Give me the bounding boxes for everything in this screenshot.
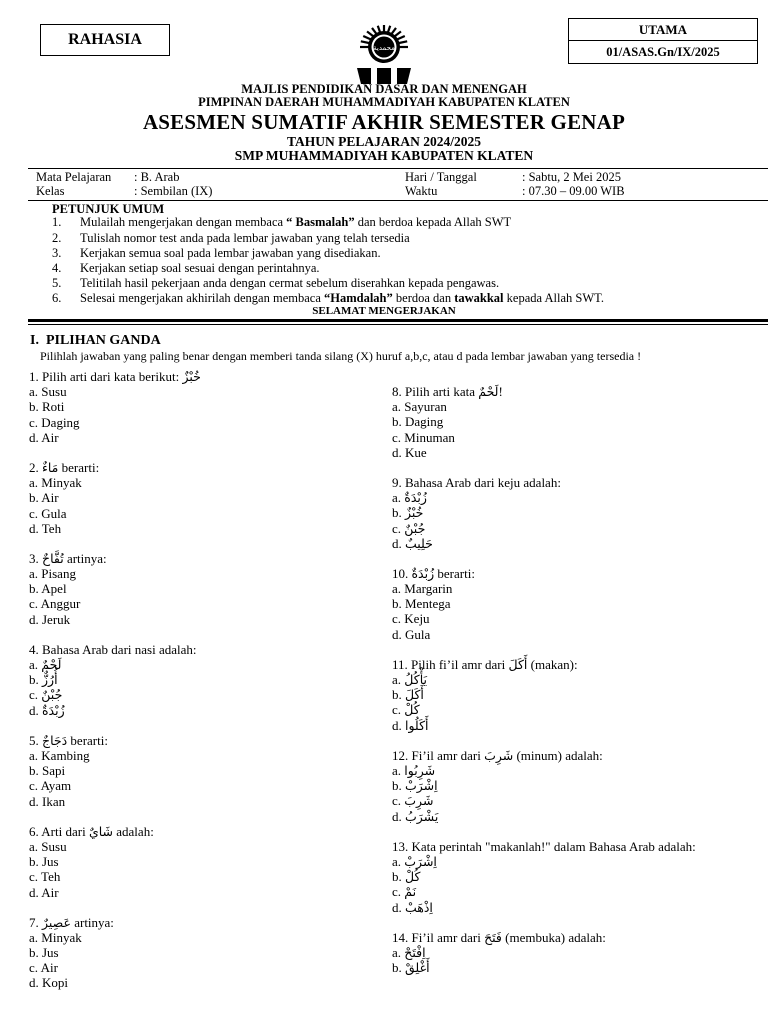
question-item xyxy=(29,460,379,536)
divider xyxy=(28,324,768,325)
question-stem: 6. Arti dari شَايٌ adalah: xyxy=(29,823,154,839)
answer-option: d. اِذْهَبْ xyxy=(392,899,433,915)
answer-option: d. Air xyxy=(29,884,59,900)
answer-option: b. اِشْرَبْ xyxy=(392,778,438,794)
answer-option: b. Jus xyxy=(29,945,59,961)
date-label: Hari / Tanggal xyxy=(405,170,477,184)
instructions-title: PETUNJUK UMUM xyxy=(52,202,165,216)
class-label: Kelas xyxy=(36,184,65,198)
regional-board-name: PIMPINAN DAERAH MUHAMMADIYAH KABUPATEN KLATEN xyxy=(198,95,570,109)
divider xyxy=(28,168,768,169)
answer-option: a. Margarin xyxy=(392,581,453,597)
time-label: Waktu xyxy=(405,184,438,198)
question-item xyxy=(392,475,742,551)
answer-option: a. شَرِبُوا xyxy=(392,763,436,779)
questions-left-column xyxy=(29,369,379,1006)
question-item xyxy=(392,566,742,642)
answer-option: d. Kopi xyxy=(29,975,68,991)
question-stem: 3. تُفَّاحٌ artinya: xyxy=(29,550,107,566)
question-stem: 11. Pilih fi’il amr dari أَكَلَ (makan): xyxy=(392,656,578,672)
question-item xyxy=(29,551,379,627)
answer-option: c. جُبْنٌ xyxy=(29,687,63,703)
instruction-item: 3. Kerjakan semua soal pada lembar jawaban yang disediakan. xyxy=(52,246,381,260)
answer-option: a. Minyak xyxy=(29,929,82,945)
question-item xyxy=(392,384,742,460)
question-stem: 14. Fi’il amr dari فَتَحَ (membuka) adalah: xyxy=(392,929,606,945)
question-item xyxy=(29,824,379,900)
answer-option: a. Susu xyxy=(29,838,67,854)
answer-option: a. Pisang xyxy=(29,566,76,582)
question-item xyxy=(29,733,379,809)
academic-year: TAHUN PELAJARAN 2024/2025 xyxy=(286,134,481,149)
class-value: : Sembilan (IX) xyxy=(134,184,213,198)
answer-option: c. Anggur xyxy=(29,596,81,612)
questions-right-column xyxy=(392,384,742,990)
answer-option: b. Apel xyxy=(29,581,67,597)
answer-option: c. نَمْ xyxy=(392,884,417,900)
answer-option: b. Jus xyxy=(29,854,59,870)
school-name: SMP MUHAMMADIYAH KABUPATEN KLATEN xyxy=(234,148,534,163)
divider xyxy=(28,319,768,322)
instruction-item: 5. Telitilah hasil pekerjaan anda dengan cermat sebelum diserahkan kepada pengawas. xyxy=(52,276,500,290)
answer-option: a. Minyak xyxy=(29,475,82,491)
subject-value: : B. Arab xyxy=(134,170,180,184)
answer-option: b. خُبْزٌ xyxy=(392,505,424,521)
svg-text:محمدية: محمدية xyxy=(373,44,395,52)
question-stem: 10. زُبْدَةٌ berarti: xyxy=(392,565,475,581)
question-item xyxy=(392,657,742,733)
answer-option: a. Kambing xyxy=(29,748,90,764)
question-stem: 8. Pilih arti kata لَحْمٌ! xyxy=(392,384,503,399)
question-stem: 2. مَاءٌ berarti: xyxy=(29,459,100,475)
section-description: Pilihlah jawaban yang paling benar dengan memberi tanda silang (X) huruf a,b,c, atau d pada lembar jawaban yang tersedia ! xyxy=(40,349,642,363)
section-title: I. PILIHAN GANDA xyxy=(30,333,161,348)
date-value: : Sabtu, 2 Mei 2025 xyxy=(522,170,621,184)
instruction-item: 4. Kerjakan setiap soal sesuai dengan perintahnya. xyxy=(52,261,320,275)
answer-option: d. زُبْدَةٌ xyxy=(29,702,65,718)
question-item xyxy=(29,915,379,991)
answer-option: d. Gula xyxy=(392,626,431,642)
document-code: 01/ASAS.Gn/IX/2025 xyxy=(568,40,758,64)
answer-option: b. أُرُزٌّ xyxy=(29,672,58,688)
answer-option: c. Daging xyxy=(29,414,80,430)
time-value: : 07.30 – 09.00 WIB xyxy=(522,184,625,198)
answer-option: c. Teh xyxy=(29,869,61,885)
question-stem: 5. دَجَاجٌ berarti: xyxy=(29,732,108,748)
answer-option: d. Ikan xyxy=(29,793,66,809)
answer-option: d. أَكَلُوا xyxy=(392,717,429,733)
answer-option: b. Roti xyxy=(29,399,65,415)
answer-option: a. لَحْمٌ xyxy=(29,657,62,673)
question-stem: 13. Kata perintah "makanlah!" dalam Bahasa Arab adalah: xyxy=(392,838,696,854)
answer-option: b. Mentega xyxy=(392,596,451,612)
exam-title: ASESMEN SUMATIF AKHIR SEMESTER GENAP xyxy=(142,110,626,134)
instruction-item: 2. Tulislah nomor test anda pada lembar jawaban yang telah tersedia xyxy=(52,231,410,245)
question-item xyxy=(29,369,379,445)
answer-option: a. اِشْرَبْ xyxy=(392,853,437,869)
answer-option: a. زُبْدَةٌ xyxy=(392,490,427,506)
answer-option: d. Teh xyxy=(29,520,62,536)
muhammadiyah-logo xyxy=(337,22,431,86)
question-item xyxy=(392,930,742,976)
exam-type-label: UTAMA xyxy=(568,18,758,41)
closing-message: SELAMAT MENGERJAKAN xyxy=(312,305,456,317)
answer-option: a. Susu xyxy=(29,384,67,400)
answer-option: d. Jeruk xyxy=(29,611,71,627)
answer-option: d. Air xyxy=(29,429,59,445)
instruction-item: 1. Mulailah mengerjakan dengan membaca “ Basmalah” dan berdoa kepada Allah SWT xyxy=(52,215,512,229)
answer-option: c. كُلْ xyxy=(392,702,420,718)
question-stem: 12. Fi’il amr dari شَرِبَ (minum) adalah: xyxy=(392,747,603,763)
answer-option: c. Gula xyxy=(29,505,67,521)
question-item xyxy=(29,642,379,718)
answer-option: c. Minuman xyxy=(392,429,455,445)
answer-option: d. يَشْرَبُ xyxy=(392,808,439,824)
divider xyxy=(28,200,768,201)
council-name: MAJLIS PENDIDIKAN DASAR DAN MENENGAH xyxy=(241,82,527,96)
answer-option: b. Sapi xyxy=(29,763,66,779)
answer-option: b. أَغْلِقْ xyxy=(392,960,430,976)
answer-option: b. كُلْ xyxy=(392,869,421,885)
subject-label: Mata Pelajaran xyxy=(36,170,112,184)
answer-option: c. شَرِبَ xyxy=(392,793,434,809)
answer-option: c. Air xyxy=(29,960,58,976)
confidential-label: RAHASIA xyxy=(40,24,170,56)
instruction-item: 6. Selesai mengerjakan akhirilah dengan membaca “Hamdalah” berdoa dan tawakkal kepada Allah SWT. xyxy=(52,291,604,305)
question-item xyxy=(392,748,742,824)
question-stem: 1. Pilih arti dari kata berikut: خُبْزٌ xyxy=(29,369,201,384)
question-stem: 7. عَصِيرٌ artinya: xyxy=(29,914,114,930)
answer-option: c. Keju xyxy=(392,611,430,627)
answer-option: c. جُبْنٌ xyxy=(392,520,426,536)
answer-option: a. اِفْتَحْ xyxy=(392,944,426,960)
question-stem: 4. Bahasa Arab dari nasi adalah: xyxy=(29,641,197,657)
question-item xyxy=(392,839,742,915)
answer-option: b. أَكَلَ xyxy=(392,687,424,703)
answer-option: d. Kue xyxy=(392,444,427,460)
answer-option: c. Ayam xyxy=(29,778,72,794)
answer-option: b. Daging xyxy=(392,414,444,430)
answer-option: d. حَلِيبٌ xyxy=(392,535,433,551)
answer-option: a. يَأْكُلُ xyxy=(392,672,427,688)
answer-option: b. Air xyxy=(29,490,59,506)
question-stem: 9. Bahasa Arab dari keju adalah: xyxy=(392,474,561,490)
answer-option: a. Sayuran xyxy=(392,399,447,415)
